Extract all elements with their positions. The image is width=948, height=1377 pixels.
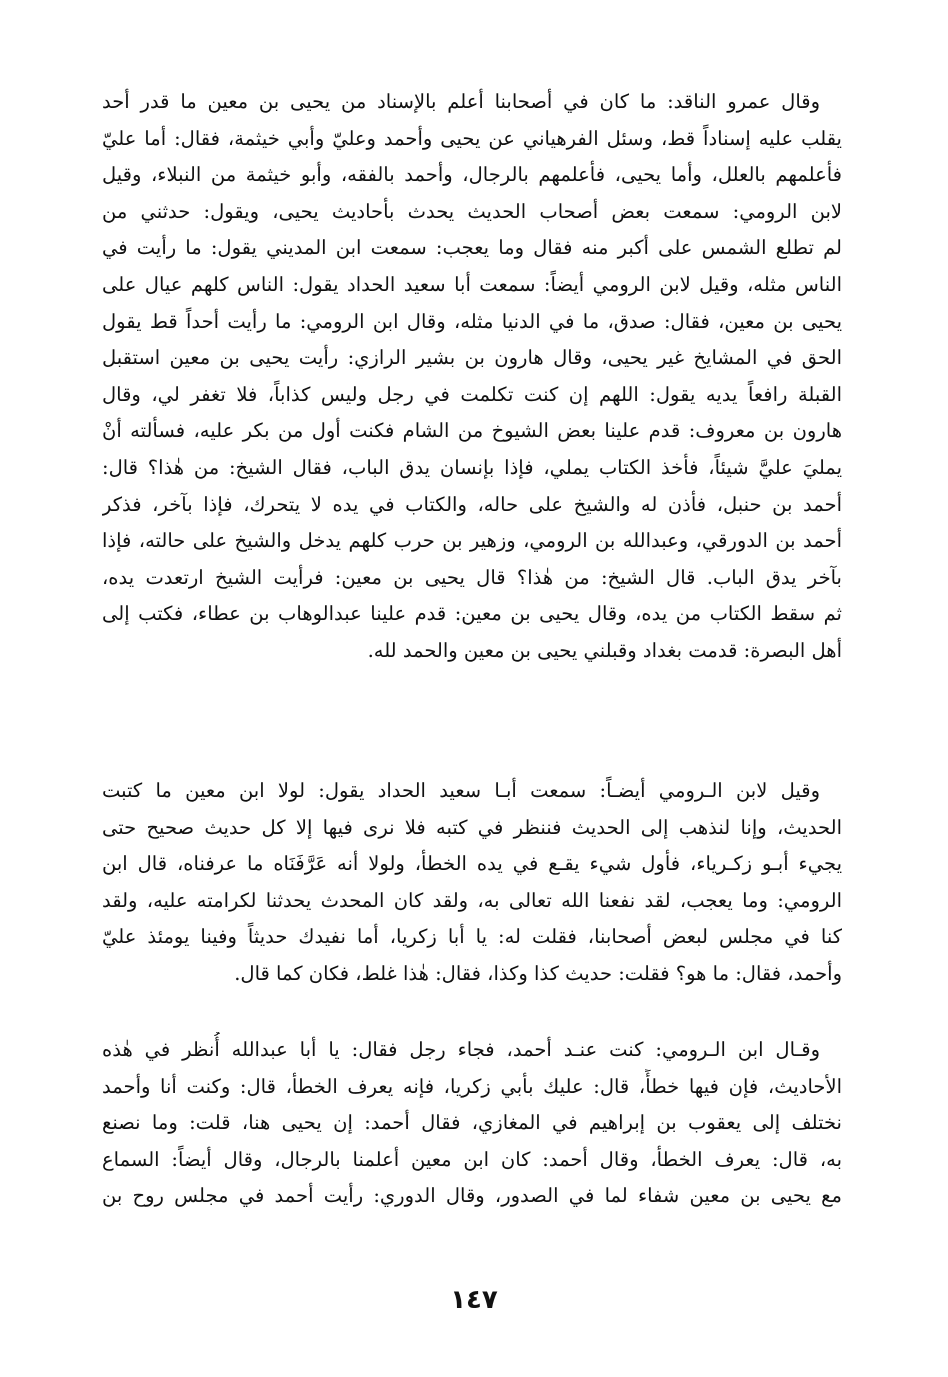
text-line: ثم سقط الكتاب من يده، وقال يحيى بن معين: قدم علينا عبدالوهاب بن عطاء، فكتب إلى (102, 602, 842, 626)
text-line: الحق في المشايخ غير يحيى، وقال هارون بن بشير الرازي: رأيت يحيى بن معين استقبل (102, 346, 842, 370)
page-number: ١٤٧ (450, 1285, 498, 1315)
text-line: هارون بن معروف: قدم علينا بعض الشيوخ من الشام فكنت أول من بكر عليه، فسألته أنْ (102, 419, 842, 443)
text-line: كنا في مجلس لبعض أصحابنا، فقلت له: يا أبا زكريا، أما نفيدك حديثاً وفينا يومئذ عليّ (102, 925, 842, 949)
text-line: به، قال: يعرف الخطأ، وقال أحمد: كان ابن معين أعلمنا بالرجال، وقال أيضاً: السماع (102, 1147, 842, 1171)
paragraph-2 (102, 773, 842, 993)
text-line: مع يحيى بن معين شفاء لما في الصدور، وقال الدوري: رأيت أحمد في مجلس روح بن (102, 1184, 842, 1208)
text-line: القبلة رافعاً يديه يقول: اللهم إن كنت تكلمت في رجل وليس كذاباً، فلا تغفر لي، وقال (102, 382, 842, 406)
text-line: وقـال ابن الـرومي: كنت عنـد أحمد، فجاء رجل فقال: يا أبا عبدالله أُنظر في هٰذه (102, 1038, 820, 1061)
text-line: يحيى بن معين، فقال: صدق، ما في الدنيا مثله، وقال ابن الرومي: ما رأيت أحداً قط يقول (102, 309, 842, 333)
text-line: الرومي: وما يعجب، لقد نفعنا الله تعالى به، ولقد كان المحدث يحدثنا لكرامته عليه، ولقد (102, 888, 842, 912)
text-line: وأحمد، فقال: ما هو؟ فقلت: حديث كذا وكذا، فقال: هٰذا غلط، فكان كما قال. (234, 961, 842, 985)
text-line: لم تطلع الشمس على أكبر منه فقال وما يعجب: سمعت ابن المديني يقول: ما رأيت في (102, 236, 842, 260)
text-line: أهل البصرة: قدمت بغداد وقبلني يحيى بن معين والحمد لله. (367, 638, 842, 662)
text-line: الناس مثله، وقيل لابن الرومي أيضاً: سمعت أبا سعيد الحداد يقول: الناس كلهم عيال على (102, 272, 842, 296)
text-line: لابن الرومي: سمعت بعض أصحاب الحديث يحدث بأحاديث يحيى، ويقول: حدثني من (102, 199, 842, 223)
text-line: أحمد بن الدورقي، وعبدالله بن الرومي، وزهير بن حرب كلهم يدخل والشيخ على حالته، فإذا (102, 529, 842, 553)
text-line: يقلب عليه إسناداً قط، وسئل الفرهياني عن يحيى وأحمد وعليّ وأبي خيثمة، فقال: أما عليّ (102, 126, 842, 150)
text-line: الأحاديث، فإن فيها خطأً، قال: عليك بأبي زكريا، فإنه يعرف الخطأ، قال: وكنت أنا وأحمد (102, 1074, 842, 1098)
text-line: يجيء أبـو زكـرياء، فأول شيء يقـع في يده الخطأ، ولولا أنه عَرَّفَنَاه ما عرفناه، قال ابن (102, 852, 842, 876)
text-line: يمليَ عليَّ شيئاً، فأخذ الكتاب يملي، فإذا بإنسان يدق الباب، فقال الشيخ: من هٰذا؟ قال: (102, 455, 842, 479)
text-line: بآخر يدق الباب. قال الشيخ: من هٰذا؟ قال يحيى بن معين: فرأيت الشيخ ارتعدت يده، (102, 565, 842, 589)
text-line: وقال عمرو الناقد: ما كان في أصحابنا أعلم بالإسناد من يحيى بن معين ما قدر أحد (102, 90, 820, 113)
text-line: وقيل لابن الـرومي أيضـاً: سمعت أبـا سعيد الحداد يقول: لولا ابن معين ما كتبت (102, 779, 820, 802)
text-line: فأعلمهم بالعلل، وأما يحيى، فأعلمهم بالرجال، وأحمد بالفقه، وأبو خيثمة من النبلاء، وقيل (102, 163, 842, 187)
text-line: نختلف إلى يعقوب بن إبراهيم في المغازي، فقال أحمد: إن يحيى هنا، قلت: وما نصنع (102, 1111, 842, 1135)
text-line: أحمد بن حنبل، فأذن له والشيخ على حاله، والكتاب في يده لا يتحرك، فإذا بآخر، فذكر (102, 492, 842, 516)
paragraph-3 (102, 1032, 842, 1215)
paragraph-1 (102, 84, 842, 670)
text-line: الحديث، وإنا لنذهب إلى الحديث فننظر في كتبه فلا نرى فيها إلا كل حديث صحيح حتى (102, 815, 842, 839)
